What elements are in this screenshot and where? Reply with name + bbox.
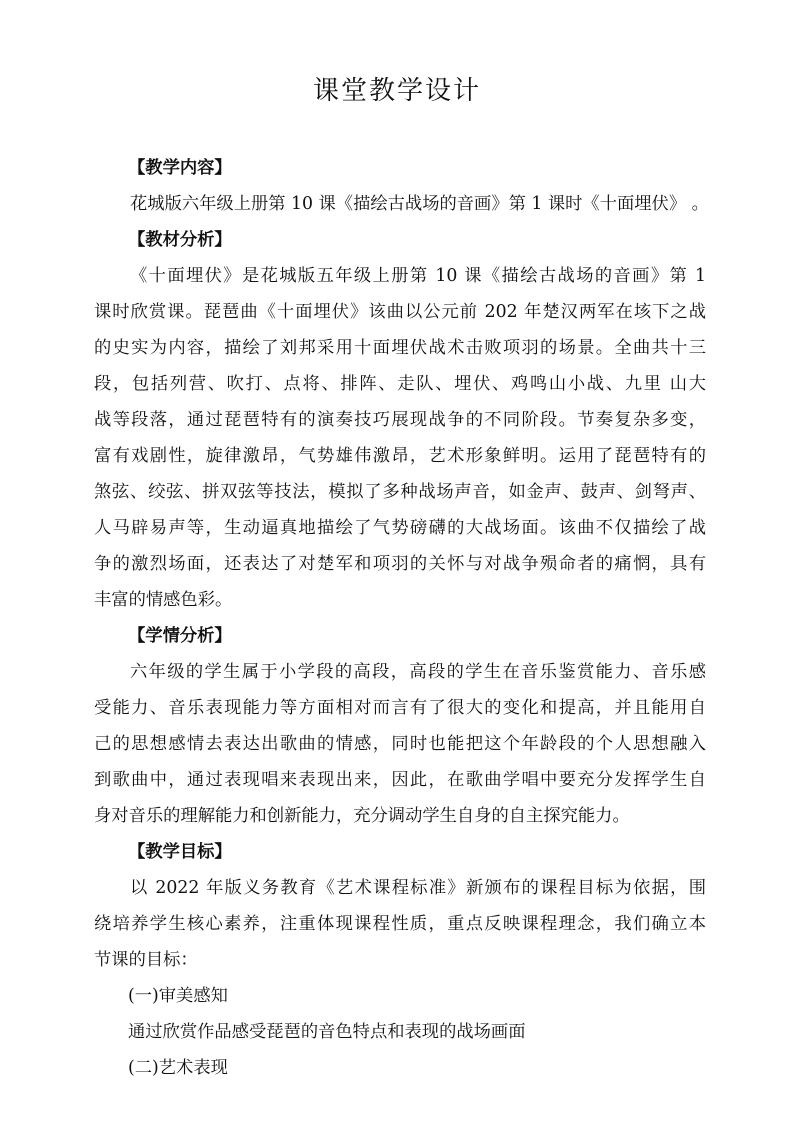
paragraph-line: 段，包括列营、吹打、点将、排阵、走队、埋伏、鸡鸣山小战、九里 山大 [94,374,706,394]
document-body [94,150,709,1086]
paragraph-line: 《十面埋伏》是花城版五年级上册第 10 课《描绘古战场的音画》第 1 [130,266,706,286]
paragraph-line: 战等段落，通过琵琶特有的演奏技巧展现战争的不同阶段。节奏复杂多变， [94,410,706,430]
section-heading-student-analysis: 【学情分析】 [128,626,232,646]
paragraph-line: 到歌曲中，通过表现唱来表现出来，因此，在歌曲学唱中要充分发挥学生自 [94,770,706,790]
paragraph-line: 身对音乐的理解能力和创新能力，充分调动学生自身的自主探究能力。 [94,806,630,826]
paragraph-line: 绕培养学生核心素养，注重体现课程性质，重点反映课程理念，我们确立本 [94,914,706,934]
paragraph-line: 煞弦、绞弦、拼双弦等技法，模拟了多种战场声音，如金声、鼓声、剑弩声、 [94,482,706,502]
section-heading-teaching-goals: 【教学目标】 [128,842,232,862]
paragraph-line: 花城版六年级上册第 10 课《描绘古战场的音画》第 1 课时《十面埋伏》 。 [130,194,709,214]
paragraph-line: 课时欣赏课。琵琶曲《十面埋伏》该曲以公元前 202 年楚汉两军在垓下之战 [94,302,706,322]
paragraph-line: 以 2022 年版义务教育《艺术课程标准》新颁布的课程目标为依据，围 [130,878,706,898]
paragraph-line: 节课的目标： [94,950,198,970]
goal-label-aesthetic: (一)审美感知 [128,986,228,1006]
paragraph-line: 人马辟易声等，生动逼真地描绘了气势磅礴的大战场面。该曲不仅描绘了战 [94,518,706,538]
paragraph-line: 己的思想感情去表达出歌曲的情感，同时也能把这个年龄段的个人思想融入 [94,734,706,754]
paragraph-line: 的史实为内容，描绘了刘邦采用十面埋伏战术击败项羽的场景。全曲共十三 [94,338,706,358]
goal-label-artistic: (二)艺术表现 [128,1058,228,1078]
section-heading-teaching-content: 【教学内容】 [128,158,232,178]
paragraph-line: 争的激烈场面，还表达了对楚军和项羽的关怀与对战争殒命者的痛惘，具有 [94,554,706,574]
paragraph-line: 富有戏剧性，旋律激昂，气势雄伟激昂，艺术形象鲜明。运用了琵琶特有的 [94,446,706,466]
paragraph-line: 丰富的情感色彩。 [94,590,233,610]
paragraph-line: 受能力、音乐表现能力等方面相对而言有了很大的变化和提高，并且能用自 [94,698,706,718]
section-heading-material-analysis: 【教材分析】 [128,230,232,250]
goal-description: 通过欣赏作品感受琵琶的音色特点和表现的战场画面 [128,1022,526,1042]
paragraph-line: 六年级的学生属于小学段的高段，高段的学生在音乐鉴赏能力、音乐感 [130,662,706,682]
page-title: 课堂教学设计 [312,76,481,106]
